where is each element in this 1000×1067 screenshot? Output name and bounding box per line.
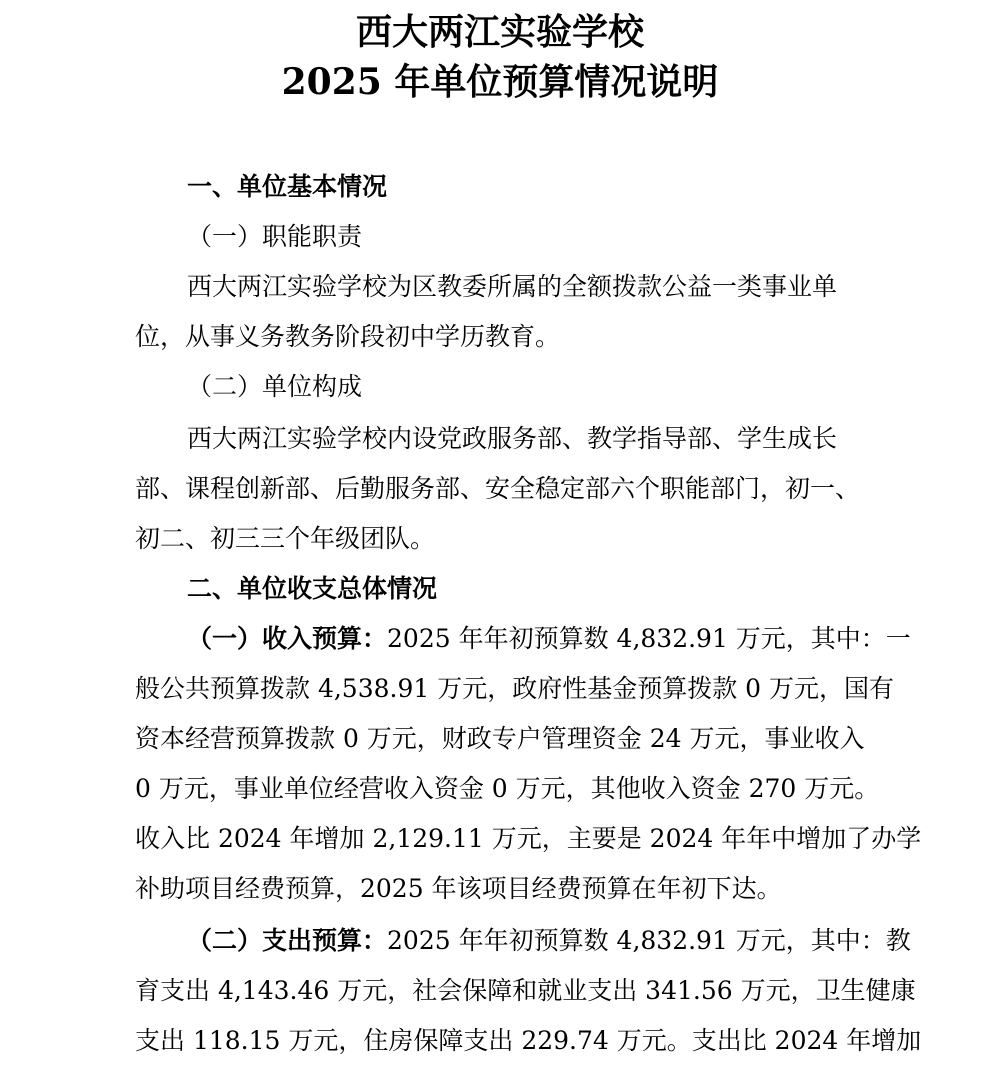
paragraph-line: 支出 118.15 万元，住房保障支出 229.74 万元。支出比 2024 年增加 xyxy=(135,1026,922,1055)
document-title-line-1: 西大两江实验学校 xyxy=(355,11,644,53)
paragraph-line: 西大两江实验学校为区教委所属的全额拨款公益一类事业单 xyxy=(187,272,838,301)
section-heading-basic-info: 一、单位基本情况 xyxy=(187,172,388,201)
income-budget-label: （一）收入预算： xyxy=(187,624,388,653)
paragraph-line: 位，从事义务教务阶段初中学历教育。 xyxy=(135,322,561,351)
income-budget-text: 2025 年年初预算数 4,832.91 万元，其中：一 xyxy=(387,624,911,653)
paragraph-line: 补助项目经费预算，2025 年该项目经费预算在年初下达。 xyxy=(135,874,782,903)
subsection-heading-functions: （一）职能职责 xyxy=(187,222,363,251)
paragraph-line: 育支出 4,143.46 万元，社会保障和就业支出 341.56 万元，卫生健康 xyxy=(135,976,916,1005)
paragraph-line: 般公共预算拨款 4,538.91 万元，政府性基金预算拨款 0 万元，国有 xyxy=(135,674,895,703)
paragraph-line xyxy=(187,926,911,956)
paragraph-line: 收入比 2024 年增加 2,129.11 万元，主要是 2024 年年中增加了办学 xyxy=(135,824,922,853)
subsection-heading-composition: （二）单位构成 xyxy=(187,372,363,401)
section-heading-budget-overview: 二、单位收支总体情况 xyxy=(187,574,438,603)
paragraph-line: 初二、初三三个年级团队。 xyxy=(135,524,436,553)
paragraph-line: 西大两江实验学校内设党政服务部、教学指导部、学生成长 xyxy=(187,424,838,453)
document-title-line-2: 2025 年单位预算情况说明 xyxy=(281,61,719,103)
expense-budget-label: （二）支出预算： xyxy=(187,926,388,955)
paragraph-line: 部、课程创新部、后勤服务部、安全稳定部六个职能部门，初一、 xyxy=(135,474,861,503)
paragraph-line xyxy=(187,624,911,654)
paragraph-line: 0 万元，事业单位经营收入资金 0 万元，其他收入资金 270 万元。 xyxy=(135,774,880,803)
expense-budget-text: 2025 年年初预算数 4,832.91 万元，其中：教 xyxy=(387,926,911,955)
paragraph-line: 资本经营预算拨款 0 万元，财政专户管理资金 24 万元，事业收入 xyxy=(135,724,865,753)
